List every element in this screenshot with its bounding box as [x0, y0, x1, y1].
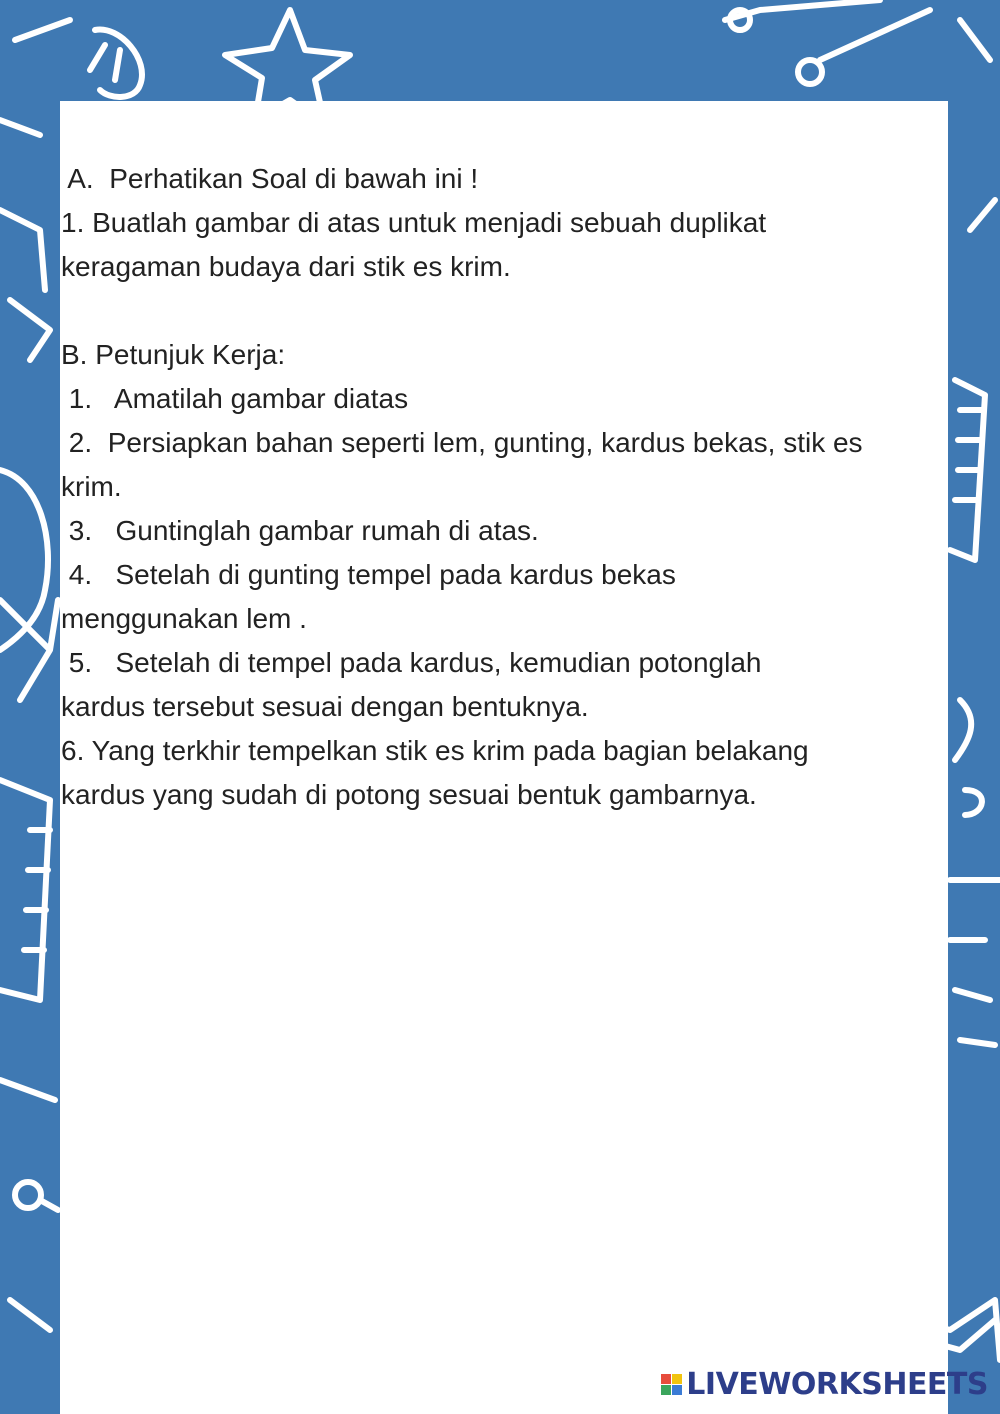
cone-doodle — [0, 210, 50, 360]
line-doodle — [970, 200, 995, 230]
question-1-line-1: 1. Buatlah gambar di atas untuk menjadi sebuah duplikat — [61, 207, 767, 238]
ruler-doodle-right — [950, 380, 985, 560]
ruler-doodle-right — [950, 880, 1000, 1045]
step-line: kardus yang sudah di potong sesuai bentuk gambarnya. — [61, 779, 757, 810]
line-doodle — [960, 20, 990, 60]
ring-doodle — [15, 1182, 41, 1208]
bulb-doodle — [90, 30, 142, 97]
molecule-doodle — [0, 600, 58, 700]
step-line: 5. Setelah di tempel pada kardus, kemudian potonglah — [61, 647, 762, 678]
step-line: 2. Persiapkan bahan seperti lem, gunting, kardus bekas, stik es — [61, 427, 863, 458]
line-doodle — [15, 20, 70, 40]
step-line: kardus tersebut sesuai dengan bentuknya. — [61, 691, 589, 722]
logo-square-icon — [672, 1374, 682, 1384]
section-a-heading: A. Perhatikan Soal di bawah ini ! — [61, 163, 479, 194]
line-doodle — [10, 1300, 50, 1330]
step-line: menggunakan lem . — [61, 603, 307, 634]
line-doodle — [0, 120, 40, 135]
dot-doodle — [798, 60, 822, 84]
step-line: 6. Yang terkhir tempelkan stik es krim pada bagian belakang — [61, 735, 809, 766]
step-line: krim. — [61, 471, 122, 502]
constellation-doodle — [725, 0, 930, 60]
spacer — [61, 289, 941, 333]
step-line: 1. Amatilah gambar diatas — [61, 383, 409, 414]
line-doodle — [0, 1080, 55, 1100]
dot-doodle — [730, 10, 750, 30]
brand-name: LIVEWORKSHEETS — [686, 1367, 988, 1402]
logo-square-icon — [661, 1374, 671, 1384]
logo-square-icon — [661, 1385, 671, 1395]
squiggle-doodle — [955, 700, 982, 815]
worksheet-content — [61, 157, 941, 817]
liveworksheets-logo-icon — [661, 1374, 682, 1395]
section-b-heading: B. Petunjuk Kerja: — [61, 339, 286, 370]
step-line: 4. Setelah di gunting tempel pada kardus bekas — [61, 559, 676, 590]
line-doodle — [40, 1200, 58, 1210]
ruler-doodle — [0, 780, 50, 1000]
step-line: 3. Guntinglah gambar rumah di atas. — [61, 515, 539, 546]
liveworksheets-brand[interactable] — [661, 1367, 988, 1402]
question-1-line-2: keragaman budaya dari stik es krim. — [61, 251, 511, 282]
logo-square-icon — [672, 1385, 682, 1395]
